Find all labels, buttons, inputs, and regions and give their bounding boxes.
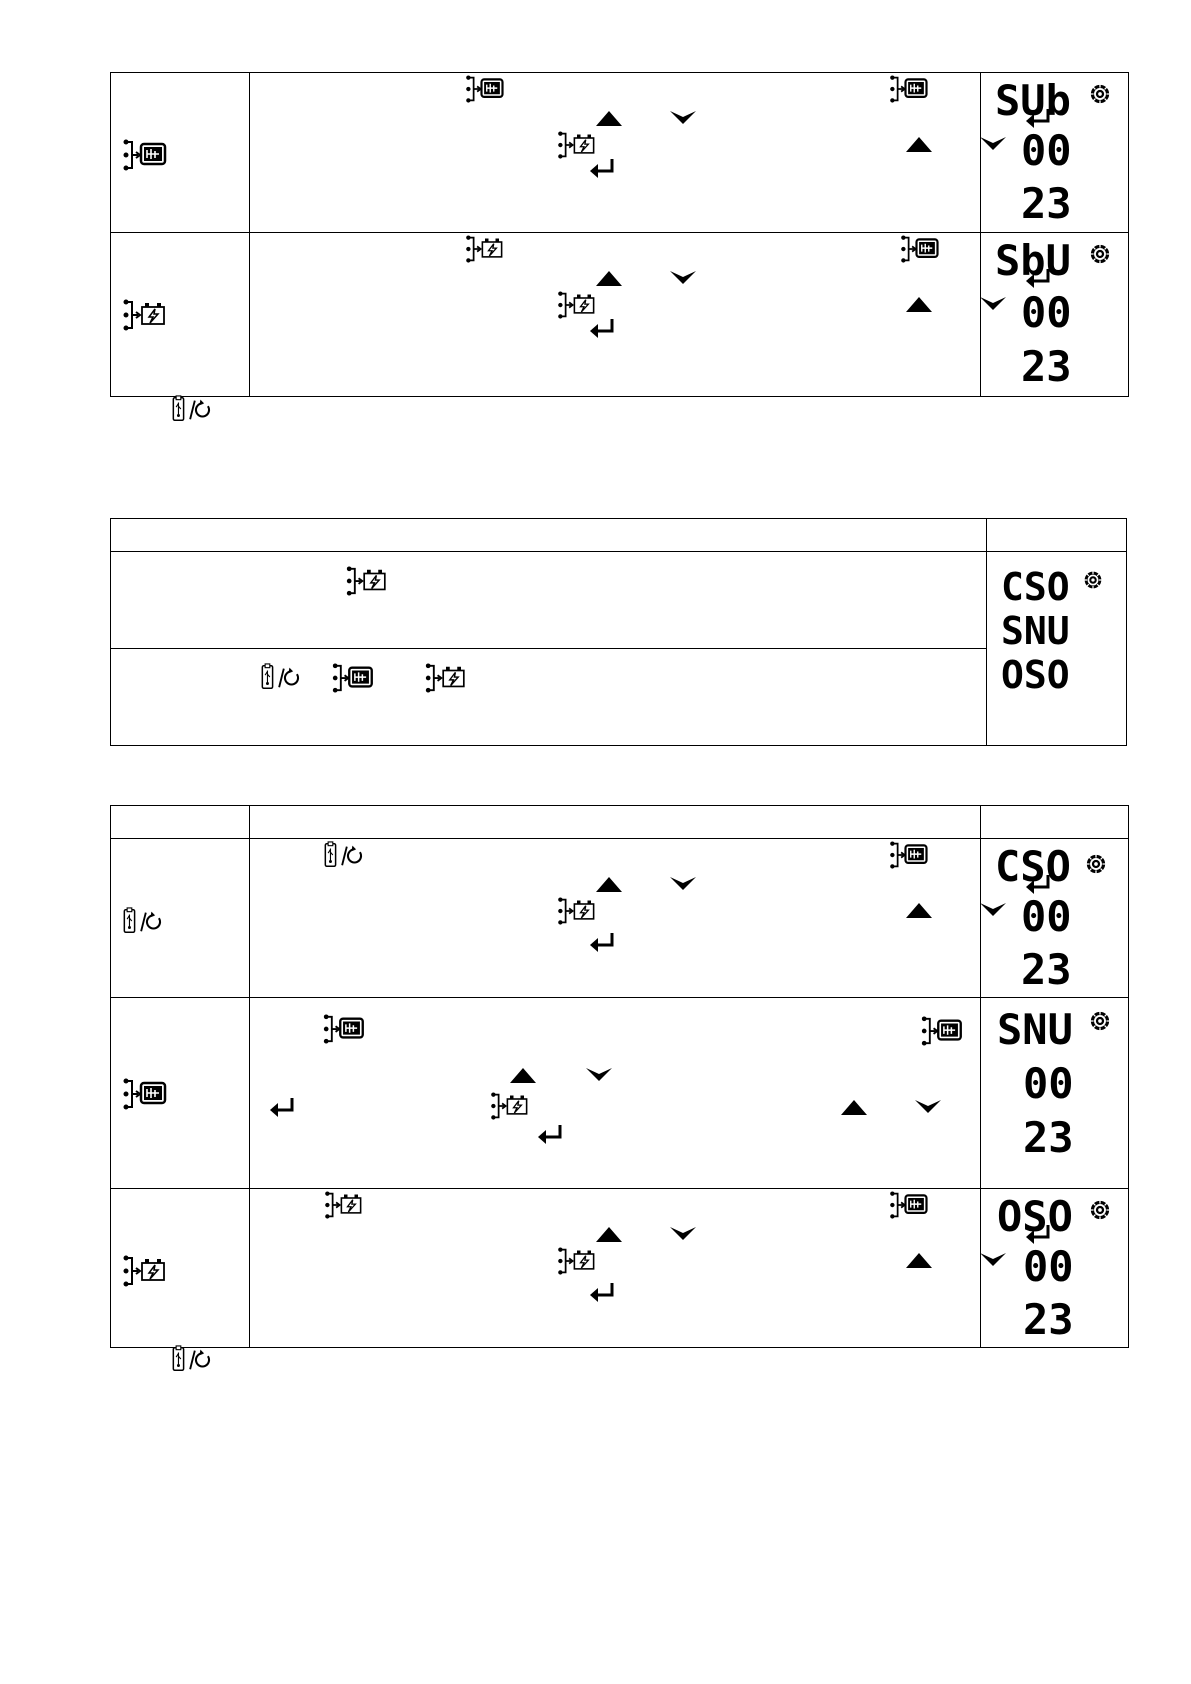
enter-icon: [268, 1096, 296, 1120]
lcd-cell: [981, 233, 1129, 397]
solar-battery-icon: [555, 897, 599, 925]
table-row: [111, 233, 1129, 397]
up-arrow-icon: [594, 109, 624, 127]
up-arrow-icon: [594, 875, 624, 893]
table-row: [111, 552, 1127, 649]
lcd-cell: [981, 839, 1129, 998]
enter-icon: [588, 1281, 616, 1305]
solar-utility-icon: [322, 1014, 366, 1044]
enter-icon: [536, 1123, 564, 1147]
solar-utility-icon: [887, 841, 931, 869]
description-cell: [250, 998, 981, 1189]
lcd-line-3: 23: [1023, 1295, 1074, 1344]
down-arrow-icon: [668, 875, 698, 893]
gear-icon: [1086, 854, 1106, 874]
gear-icon: [1090, 84, 1110, 104]
lcd-line-2: 00: [1021, 288, 1072, 337]
table-1: [110, 72, 1129, 397]
description-cell: [250, 233, 981, 397]
gear-icon: [1090, 244, 1110, 264]
footnote: [170, 395, 214, 423]
header-cell: [111, 806, 250, 839]
table-3: [110, 805, 1129, 1348]
solar-utility-icon: [898, 235, 942, 263]
lcd-display: [981, 839, 1129, 997]
solar-battery-icon: [463, 235, 507, 263]
lcd-display: [981, 233, 1129, 396]
lcd-line-3: 23: [1021, 179, 1072, 228]
down-arrow-icon: [668, 109, 698, 127]
row-label-cell: [111, 233, 250, 397]
table-2: [110, 518, 1127, 746]
lcd-display: [981, 1189, 1129, 1347]
header-row: [111, 806, 1129, 839]
lcd-line-1: SNU: [997, 1005, 1073, 1054]
row-label-cell: [111, 1189, 250, 1348]
table-row: [111, 998, 1129, 1189]
down-arrow-icon: [584, 1066, 614, 1084]
up-arrow-icon: [904, 1251, 934, 1269]
up-arrow-icon: [594, 1225, 624, 1243]
table-row: [111, 649, 1127, 746]
description-cell: [111, 649, 987, 746]
description-cell: [111, 552, 987, 649]
lcd-line-3: 23: [1021, 945, 1072, 994]
table-row: [111, 839, 1129, 998]
solar-utility-icon: [123, 1078, 167, 1110]
lcd-line-2: 00: [1023, 1059, 1074, 1108]
solar-battery-icon: [488, 1092, 532, 1120]
lcd-line-3: 23: [1021, 342, 1072, 391]
table-row: [111, 1189, 1129, 1348]
solar-battery-icon: [322, 1191, 366, 1219]
solar-battery-icon: [555, 131, 599, 159]
up-arrow-icon: [594, 269, 624, 287]
lcd-line-1: CSO: [1001, 565, 1070, 609]
header-cell: [987, 519, 1127, 552]
up-arrow-icon: [904, 295, 934, 313]
footnote: [170, 1345, 214, 1373]
lcd-line-2: 00: [1021, 892, 1072, 941]
table-row: [111, 73, 1129, 233]
lcd-cell: [981, 73, 1129, 233]
lcd-line-2: 00: [1023, 1242, 1074, 1291]
row-label-cell: [111, 839, 250, 998]
lcd-display: [981, 73, 1129, 232]
lcd-line-3: OSO: [1001, 653, 1070, 697]
solar-utility-icon: [920, 1016, 964, 1046]
lcd-cell: [981, 1189, 1129, 1348]
header-cell: [981, 806, 1129, 839]
down-arrow-icon: [668, 1225, 698, 1243]
solar-utility-icon: [123, 139, 167, 171]
gear-icon: [1084, 571, 1102, 589]
enter-icon: [588, 157, 616, 181]
description-cell: [250, 1189, 981, 1348]
up-arrow-icon: [904, 901, 934, 919]
lcd-display: [987, 552, 1127, 744]
enter-icon: [588, 931, 616, 955]
header-cell: [111, 519, 987, 552]
lcd-line-2: 00: [1021, 126, 1072, 175]
solar-battery-icon: [555, 291, 599, 319]
lcd-line-1: OSO: [997, 1192, 1073, 1241]
usb-cycle-icon: [322, 841, 366, 869]
gear-icon: [1090, 1200, 1110, 1220]
up-arrow-icon: [508, 1066, 538, 1084]
solar-battery-icon: [123, 1255, 167, 1287]
solar-utility-icon: [887, 75, 931, 103]
row-label-cell: [111, 73, 250, 233]
header-cell: [250, 806, 981, 839]
up-arrow-icon: [904, 135, 934, 153]
solar-utility-icon: [463, 75, 507, 103]
lcd-line-1: SUb: [995, 76, 1071, 125]
lcd-line-3: 23: [1023, 1113, 1074, 1162]
solar-battery-icon: [424, 663, 468, 693]
solar-utility-icon: [887, 1191, 931, 1219]
down-arrow-icon: [668, 269, 698, 287]
usb-cycle-icon: [170, 1345, 214, 1373]
usb-cycle-icon: [170, 395, 214, 423]
lcd-line-1: SbU: [995, 236, 1071, 285]
description-cell: [250, 839, 981, 998]
enter-icon: [588, 317, 616, 341]
solar-battery-icon: [123, 299, 167, 331]
solar-battery-icon: [345, 566, 389, 596]
usb-cycle-icon: [121, 907, 165, 935]
down-arrow-icon: [913, 1098, 943, 1116]
description-cell: [250, 73, 981, 233]
lcd-display: [981, 998, 1129, 1188]
lcd-cell: [981, 998, 1129, 1189]
lcd-line-1: CSO: [995, 842, 1071, 891]
up-arrow-icon: [839, 1098, 869, 1116]
lcd-line-2: SNU: [1001, 609, 1070, 653]
header-row: [111, 519, 1127, 552]
usb-cycle-icon: [259, 663, 303, 691]
solar-utility-icon: [331, 663, 375, 693]
row-label-cell: [111, 998, 250, 1189]
solar-battery-icon: [555, 1247, 599, 1275]
lcd-cell: [987, 552, 1127, 746]
gear-icon: [1090, 1011, 1110, 1031]
